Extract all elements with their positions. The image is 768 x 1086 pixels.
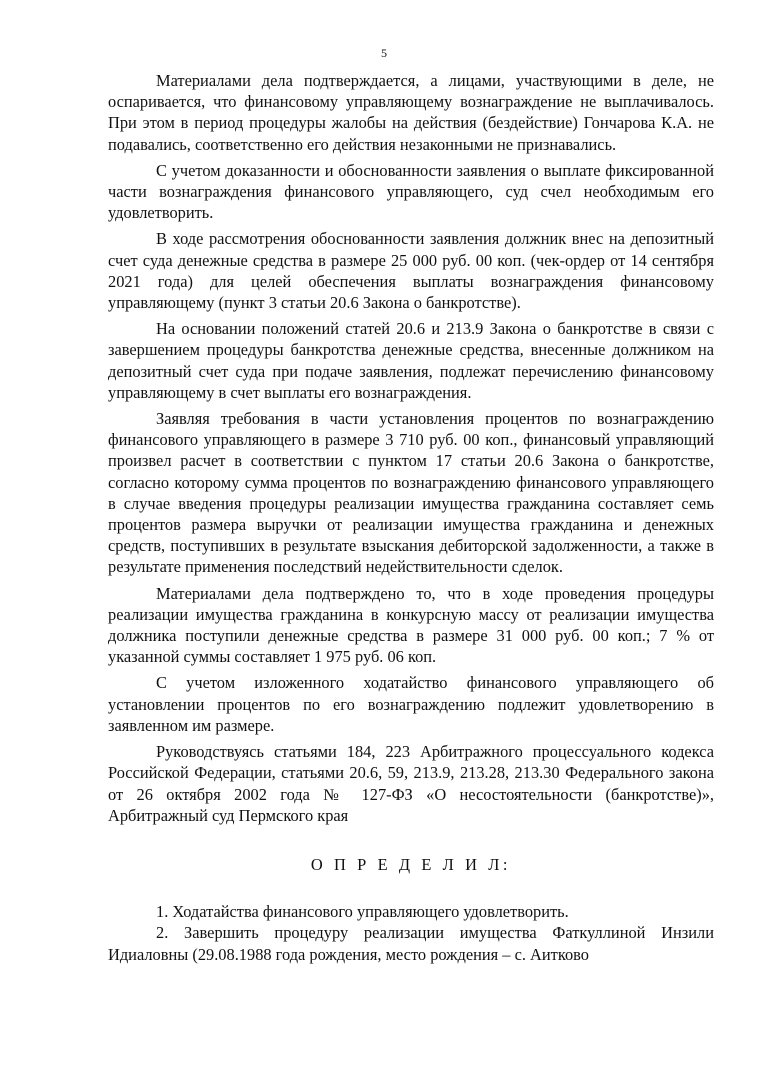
paragraph: С учетом изложенного ходатайство финансового управляющего об установлении процентов по его вознаграждению подлежит удовлетворению в заявленном им размере. [108,673,714,735]
paragraph: В ходе рассмотрения обоснованности заявления должник внес на депозитный счет суда денежные средства в размере 25 000 руб. 00 коп. (чек-ордер от 14 сентября 2021 года) для целей обеспечения выплаты вознаграждения финансовому управляющему (пункт 3 статьи 20.6 Закона о банкротстве). [108,229,714,313]
page-number: 5 [381,46,387,60]
ruling-item: 1. Ходатайства финансового управляющего удовлетворить. [156,902,569,922]
ruling-item: 2. Завершить процедуру реализации имущества Фаткуллиной Инзили Идиаловны (29.08.1988 года рождения, место рождения – с. Аитково [108,923,714,964]
paragraph: Руководствуясь статьями 184, 223 Арбитражного процессуального кодекса Российской Федерации, статьями 20.6, 59, 213.9, 213.28, 213.30 Федерального закона от 26 октября 2002 года № 127-ФЗ «О несостоятельности (банкротстве)», Арбитражный суд Пермского края [108,742,714,825]
ruling-heading: О П Р Е Д Е Л И Л: [310,854,512,874]
paragraph: С учетом доказанности и обоснованности заявления о выплате фиксированной части вознаграждения финансового управляющего, суд счел необходимым его удовлетворить. [108,160,714,223]
document-body [108,70,714,965]
paragraph: На основании положений статей 20.6 и 213.9 Закона о банкротстве в связи с завершением процедуры банкротства денежные средства, внесенные должником на депозитный счет суда при подаче заявления, подлежат перечислению финансовому управляющему в счет выплаты его вознаграждения. [108,319,714,402]
paragraph: Материалами дела подтверждено то, что в ходе проведения процедуры реализации имущества гражданина в конкурсную массу от реализации имущества должника поступили денежные средства в размере 31 000 руб. 00 коп.; 7 % от указанной суммы составляет 1 975 руб. 06 коп. [108,583,714,667]
paragraph: Материалами дела подтверждается, а лицами, участвующими в деле, не оспаривается, что финансовому управляющему вознаграждение не выплачивалось. При этом в период процедуры жалобы на действия (бездействие) Гончарова К.А. не подавались, соответственно его действия незаконными не признавались. [108,71,714,154]
paragraph: Заявляя требования в части установления процентов по вознаграждению финансового управляющего в размере 3 710 руб. 00 коп., финансовый управляющий произвел расчет в соответствии с пунктом 17 статьи 20.6 Закона о банкротстве, согласно которому сумма процентов по вознаграждению финансового управляющего в случае введения процедуры реализации имущества гражданина составляет семь процентов размера выручки от реализации имущества гражданина и денежных средств, поступивших в результате взыскания дебиторской задолженности, а также в результате применения последствий недействительности сделок. [108,409,714,577]
